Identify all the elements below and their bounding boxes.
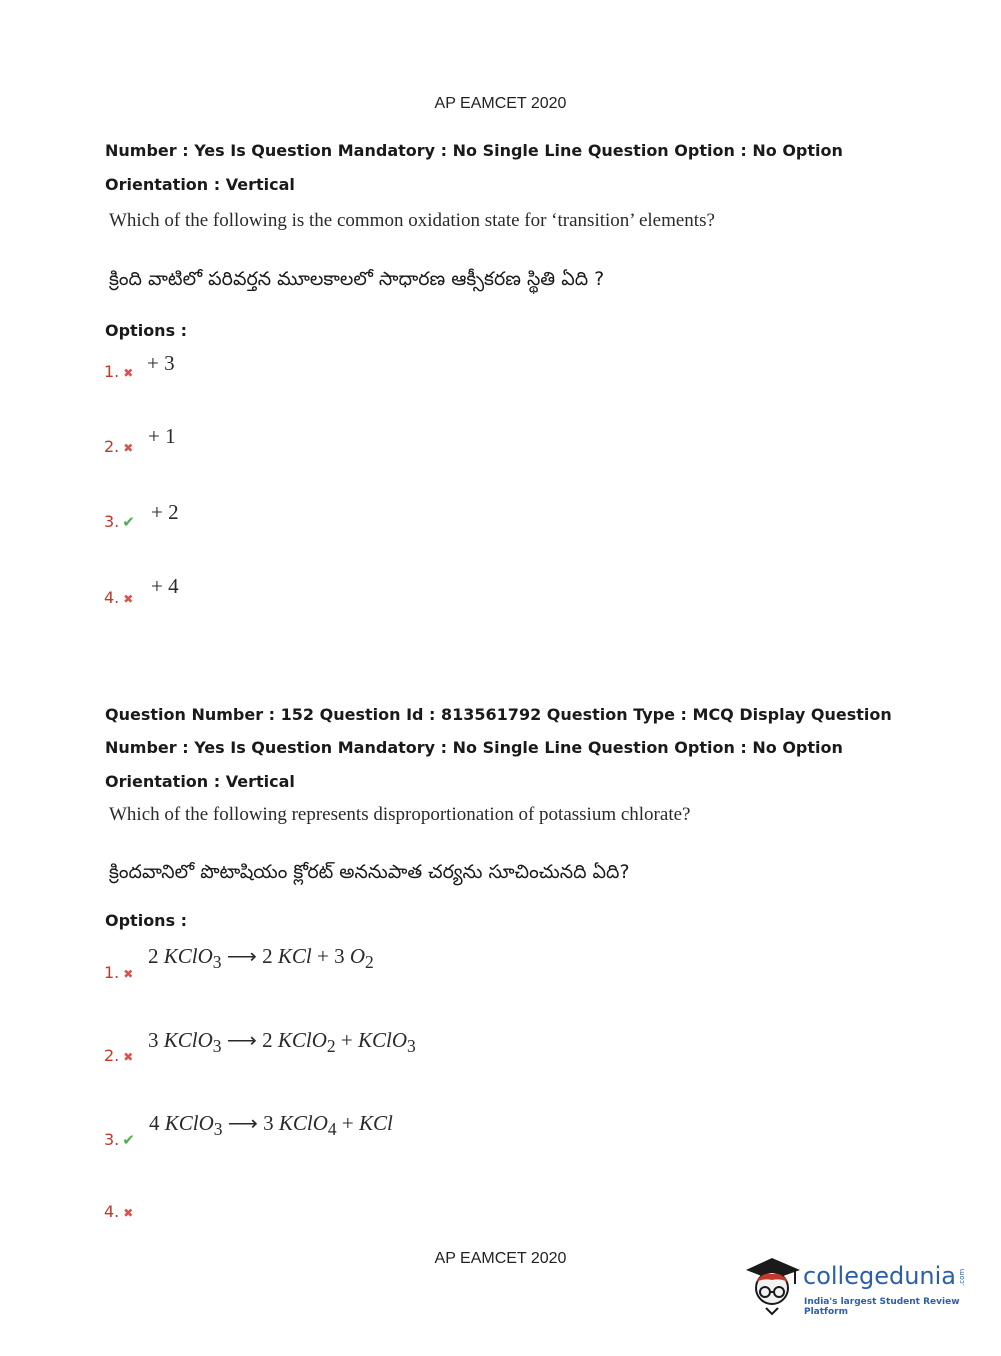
correct-check-icon: ✔	[122, 1131, 135, 1149]
wrong-icon: ✖	[123, 441, 134, 455]
logo-tagline: India's largest Student Review Platform	[804, 1297, 960, 1317]
page-footer: AP EAMCET 2020	[434, 1250, 567, 1267]
option-number: 1.	[104, 963, 120, 982]
equation: 4 KClO$_3$ ⟶ 3 KClO$_4$ + KCl	[149, 1111, 393, 1140]
option-4	[104, 1202, 133, 1221]
wrong-icon: ✖	[123, 1050, 134, 1064]
wrong-icon: ✖	[123, 967, 134, 981]
option-4	[104, 588, 133, 607]
option-value: + 4	[151, 574, 179, 598]
option-3	[104, 1130, 135, 1149]
logo-domain-suffix: .com	[958, 1268, 967, 1286]
question-text-english: Which of the following represents disproportionation of potassium chlorate?	[109, 804, 691, 825]
question-meta-line: Number : Yes Is Question Mandatory : No Single Line Question Option : No Option	[105, 738, 843, 757]
option-value: + 2	[151, 500, 179, 524]
option-value: + 3	[147, 351, 175, 375]
question-meta-line: Number : Yes Is Question Mandatory : No Single Line Question Option : No Option	[105, 141, 843, 160]
option-number: 3.	[104, 512, 120, 531]
question-meta-line: Orientation : Vertical	[105, 772, 295, 791]
question-text-telugu: క్రింది వాటిలో పరివర్తన మూలకాలలో సాధారణ ఆక్సీకరణ స్థితి ఏది ?	[109, 268, 605, 290]
mascot-icon	[742, 1248, 804, 1318]
option-number: 3.	[104, 1130, 120, 1149]
question-meta-line: Question Number : 152 Question Id : 813561792 Question Type : MCQ Display Question	[105, 705, 892, 724]
options-label: Options :	[105, 911, 188, 930]
wrong-icon: ✖	[123, 592, 134, 606]
option-value: + 1	[148, 424, 176, 448]
correct-check-icon: ✔	[122, 513, 135, 531]
options-label: Options :	[105, 321, 188, 340]
wrong-icon: ✖	[123, 1206, 134, 1220]
option-number: 2.	[104, 1046, 120, 1065]
page-header: AP EAMCET 2020	[434, 95, 567, 112]
option-2	[104, 1046, 133, 1065]
question-meta-line: Orientation : Vertical	[105, 175, 295, 194]
logo-wordmark: collegedunia .com	[803, 1262, 967, 1290]
question-text-telugu: క్రిందవానిలో పొటాషియం క్లోరట్ అననుపాత చర్యను సూచించునది ఏది?	[109, 861, 630, 883]
question-text-english: Which of the following is the common oxidation state for ‘transition’ elements?	[109, 210, 715, 231]
option-3	[104, 512, 135, 531]
option-1	[104, 963, 133, 982]
option-2	[104, 437, 133, 456]
option-number: 4.	[104, 1202, 120, 1221]
option-number: 1.	[104, 362, 120, 381]
equation: 3 KClO$_3$ ⟶ 2 KClO$_2$ + KClO$_3$	[148, 1028, 416, 1057]
wrong-icon: ✖	[123, 366, 134, 380]
equation: 2 KClO$_3$ ⟶ 2 KCl + 3 $O_2$	[148, 944, 374, 973]
option-number: 2.	[104, 437, 120, 456]
option-1	[104, 362, 133, 381]
option-number: 4.	[104, 588, 120, 607]
